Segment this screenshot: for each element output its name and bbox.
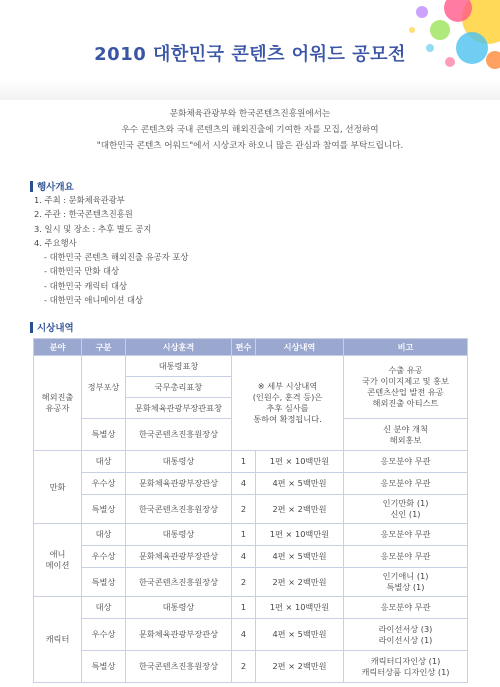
type-cell: 특별상 [82,495,126,524]
award-cell: 문화체육관광부장관표창 [126,398,232,419]
remark-line: 수출 유공 [388,365,423,375]
overview-item: 4. 주요행사 [34,237,77,248]
prize-cell: 2편 × 2백만원 [256,651,344,683]
awards-table [33,338,468,683]
table-row [34,546,468,568]
remark-cell: 응모분야 무관 [344,546,468,568]
award-cell: 문화체육관광부장관상 [126,546,232,568]
type-cell: 특별상 [82,419,126,451]
remark-cell: 응모분야 무관 [344,451,468,473]
remark-cell [344,419,468,451]
remark-cell: 응모분야 무관 [344,473,468,495]
heading-bar [30,322,33,333]
count-cell: 1 [232,524,256,546]
award-cell: 한국콘텐츠진흥원장상 [126,419,232,451]
note-line: 통하여 확정됩니다. [253,414,322,424]
field-label: 애니 [49,549,66,559]
remark-line: 콘텐츠산업 발전 유공 [367,387,444,397]
count-cell: 4 [232,473,256,495]
count-cell: 1 [232,597,256,619]
note-line: 추후 심사를 [266,403,309,413]
section-heading-label: 시상내역 [37,323,74,334]
column-header: 분야 [34,339,82,356]
prize-cell: 1편 × 10백만원 [256,524,344,546]
type-cell: 우수상 [82,546,126,568]
type-cell: 우수상 [82,619,126,651]
award-cell: 대통령상 [126,524,232,546]
award-cell: 대통령상 [126,451,232,473]
remark-line: 신인 (1) [390,509,421,519]
column-header: 비고 [344,339,468,356]
prize-cell: 4편 × 5백만원 [256,546,344,568]
award-cell: 한국콘텐츠진흥원장상 [126,495,232,524]
field-cell [34,356,82,451]
field-cell: 캐릭터 [34,597,82,683]
prize-cell: 2편 × 2백만원 [256,568,344,597]
remark-line: 특별상 (1) [386,582,425,592]
column-header: 시상훈격 [126,339,232,356]
header-banner [0,0,500,100]
intro-text [0,106,500,154]
count-cell: 4 [232,619,256,651]
prize-cell: 2편 × 2백만원 [256,495,344,524]
remark-line: 라이선시상 (1) [378,634,433,645]
table-row [34,651,468,683]
count-cell: 2 [232,495,256,524]
column-header: 편수 [232,339,256,356]
field-label: 해외진출 [41,392,74,402]
award-cell: 대통령표창 [126,356,232,377]
section-heading-overview [30,179,74,193]
column-header: 시상내역 [256,339,344,356]
table-row [34,495,468,524]
remark-line: 캐릭터디자인상 (1) [370,655,441,666]
remark-line: 인기애니 (1) [382,571,429,581]
overview-item: 1. 주최 : 문화체육관광부 [34,195,125,205]
field-cell [34,524,82,597]
prize-cell: 4편 × 5백만원 [256,619,344,651]
section-heading-awards [30,320,74,334]
type-cell: 대상 [82,524,126,546]
field-cell: 만화 [34,451,82,524]
heading-bar [30,181,33,192]
overview-list [34,193,188,307]
award-cell: 문화체육관광부장관상 [126,619,232,651]
table-header-row [34,339,468,356]
page-title: 2010 대한민국 콘텐츠 어워드 공모전 [94,44,406,65]
note-line: (인원수, 훈격 등)은 [252,392,323,402]
award-cell: 문화체육관광부장관상 [126,473,232,495]
table-row [34,451,468,473]
remark-line: 국가 이미지제고 및 홍보 [362,376,449,386]
remark-line: 신 분야 개척 [383,423,428,434]
table-row [34,356,468,377]
type-cell: 정부포상 [82,356,126,419]
table-row [34,597,468,619]
award-cell: 한국콘텐츠진흥원장상 [126,651,232,683]
type-cell: 대상 [82,597,126,619]
count-cell: 2 [232,651,256,683]
type-cell: 특별상 [82,651,126,683]
type-cell: 특별상 [82,568,126,597]
count-cell: 2 [232,568,256,597]
remark-cell: 응모분야 무관 [344,597,468,619]
field-label: 메이션 [45,560,70,570]
table-row [34,619,468,651]
type-cell: 우수상 [82,473,126,495]
field-label: 유공자 [45,403,70,413]
note-cell [232,356,344,451]
overview-subitem: - 대한민국 콘텐츠 해외진출 유공자 포상 [44,252,189,263]
remark-line: 인기만화 (1) [382,498,429,508]
remark-line: 해외홍보 [389,434,422,445]
table-row [34,473,468,495]
note-line: ※ 세부 시상내역 [257,381,318,391]
count-cell: 1 [232,451,256,473]
remark-line: 캐릭터상품 디자인상 (1) [361,666,450,677]
intro-line: 우수 콘텐츠와 국내 콘텐츠의 해외진출에 기여한 자를 모집, 선정하여 [121,125,379,135]
type-cell: 대상 [82,451,126,473]
prize-cell: 4편 × 5백만원 [256,473,344,495]
overview-item: 3. 일시 및 장소 : 추후 별도 공지 [34,223,152,234]
remark-cell [344,356,468,419]
award-cell: 국무총리표창 [126,377,232,398]
overview-item: 2. 주관 : 한국콘텐츠진흥원 [34,209,133,220]
overview-subitem: - 대한민국 캐릭터 대상 [44,280,128,291]
count-cell: 4 [232,546,256,568]
remark-line: 라이선서상 (3) [378,623,433,634]
remark-cell [344,568,468,597]
award-cell: 한국콘텐츠진흥원장상 [126,568,232,597]
prize-cell: 1편 × 10백만원 [256,451,344,473]
intro-line: "대한민국 콘텐츠 어워드"에서 시상코자 하오니 많은 관심과 참여를 부탁드립니다. [96,141,404,151]
table-row [34,568,468,597]
remark-cell [344,619,468,651]
remark-cell [344,495,468,524]
overview-subitem: - 대한민국 만화 대상 [44,266,120,277]
column-header: 구분 [82,339,126,356]
prize-cell: 1편 × 10백만원 [256,597,344,619]
remark-line: 해외진출 아티스트 [372,398,439,408]
remark-cell [344,651,468,683]
table-row [34,524,468,546]
remark-cell: 응모분야 무관 [344,524,468,546]
intro-line: 문화체육관광부와 한국콘텐츠진흥원에서는 [169,109,331,119]
award-cell: 대통령상 [126,597,232,619]
section-heading-label: 행사개요 [37,182,74,193]
overview-subitem: - 대한민국 애니메이션 대상 [44,295,144,306]
